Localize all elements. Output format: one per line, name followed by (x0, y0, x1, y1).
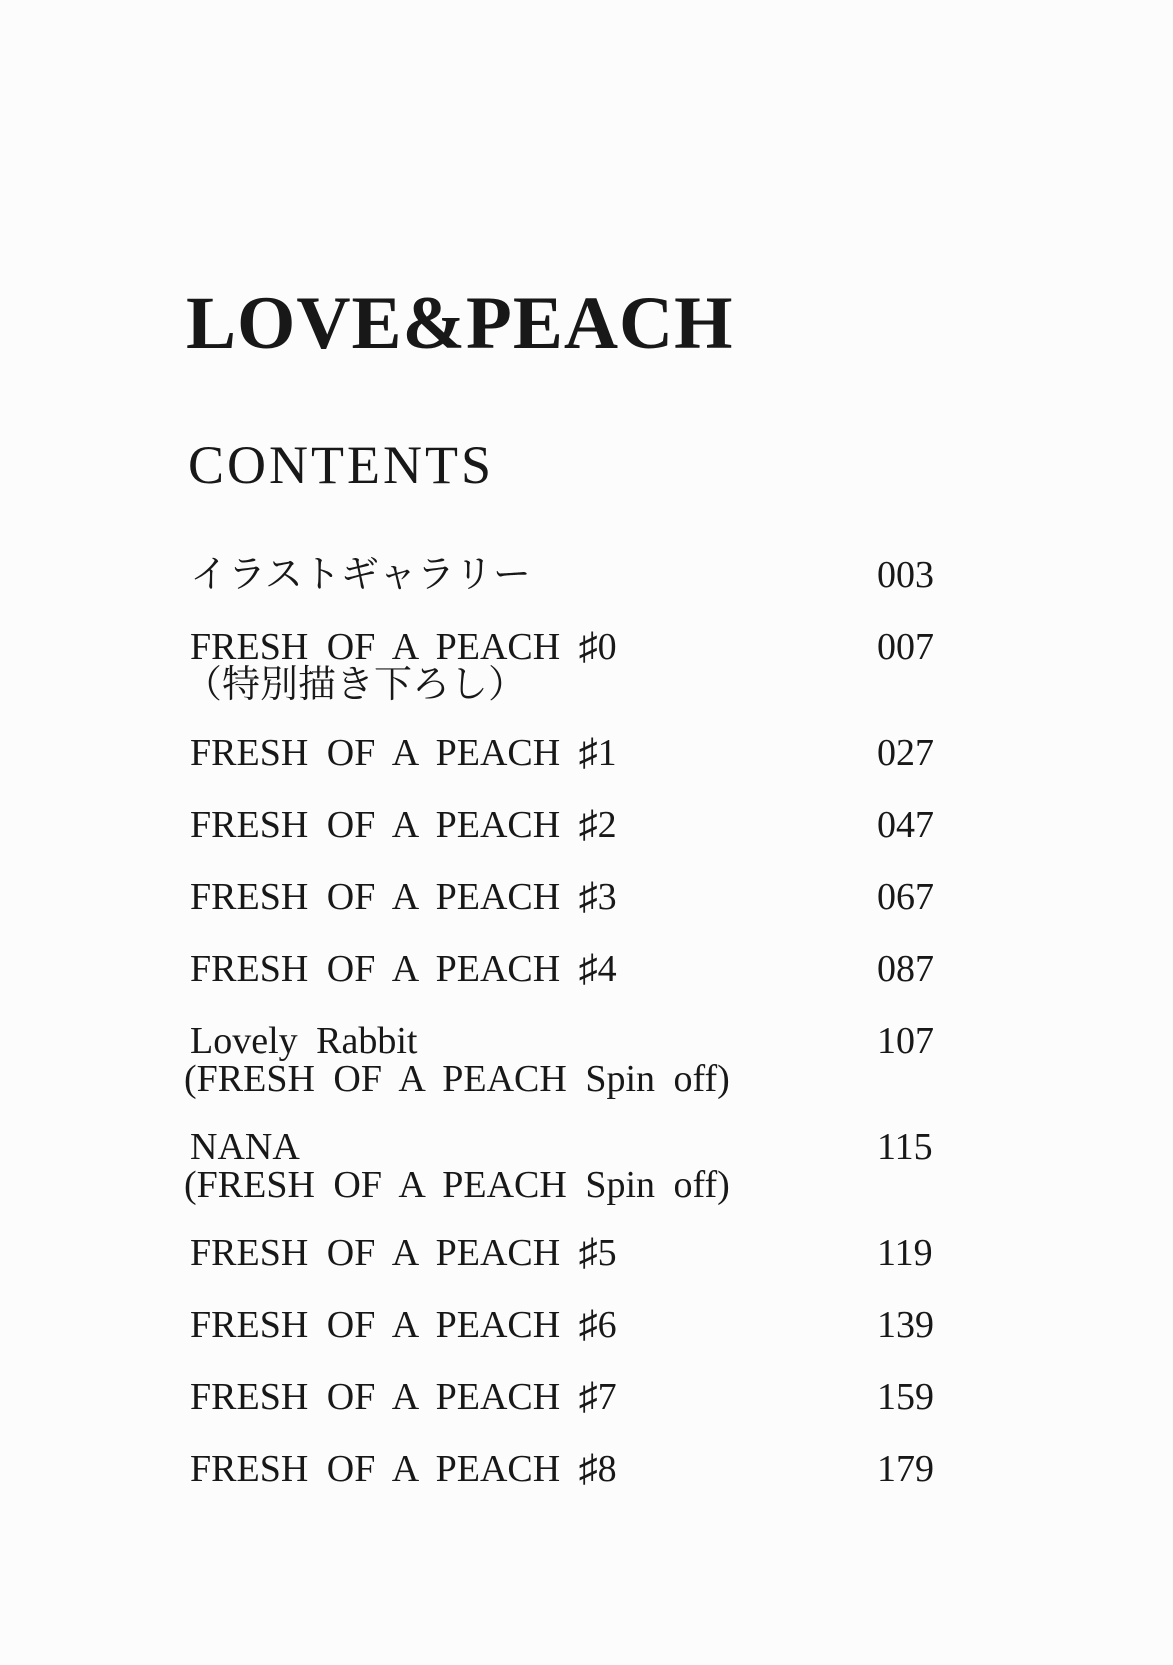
entry-title: NANA (190, 1126, 300, 1168)
toc-entry (184, 1020, 1130, 1100)
toc-entry (184, 1126, 1130, 1206)
entry-title: Lovely Rabbit (190, 1020, 418, 1062)
entry-title: FRESH OF A PEACH ♯7 (190, 1376, 617, 1418)
entry-page-number: 087 (877, 948, 934, 990)
table-of-contents (184, 554, 1130, 1522)
entry-page-number: 179 (877, 1448, 934, 1490)
entry-page-number: 139 (877, 1304, 934, 1346)
entry-page-number: 067 (877, 876, 934, 918)
entry-title: FRESH OF A PEACH ♯4 (190, 948, 617, 990)
entry-page-number: 027 (877, 732, 934, 774)
entry-title: FRESH OF A PEACH ♯0 (190, 626, 617, 668)
toc-entry (190, 1378, 1130, 1416)
toc-entry (190, 878, 1130, 916)
entry-title: FRESH OF A PEACH ♯6 (190, 1304, 617, 1346)
entry-page-number: 007 (877, 626, 934, 668)
entry-page-number: 003 (877, 554, 934, 596)
toc-entry (190, 950, 1130, 988)
toc-entry (190, 1306, 1130, 1344)
entry-page-number: 159 (877, 1376, 934, 1418)
contents-heading: CONTENTS (188, 435, 494, 495)
entry-subtitle: (FRESH OF A PEACH Spin off) (184, 1164, 730, 1206)
entry-title: FRESH OF A PEACH ♯3 (190, 876, 617, 918)
toc-entry (184, 626, 1130, 706)
entry-title: FRESH OF A PEACH ♯5 (190, 1232, 617, 1274)
entry-page-number: 047 (877, 804, 934, 846)
entry-subtitle: (FRESH OF A PEACH Spin off) (184, 1058, 730, 1100)
entry-title: FRESH OF A PEACH ♯1 (190, 732, 617, 774)
entry-title: イラストギャラリー (190, 554, 531, 596)
entry-title: FRESH OF A PEACH ♯2 (190, 804, 617, 846)
entry-page-number: 107 (877, 1020, 934, 1062)
toc-entry (190, 1234, 1130, 1272)
entry-subtitle: （特別描き下ろし） (184, 664, 527, 706)
toc-entry (190, 734, 1130, 772)
toc-entry (190, 1450, 1130, 1488)
entry-page-number: 115 (877, 1126, 933, 1168)
entry-page-number: 119 (877, 1232, 933, 1274)
toc-entry (190, 806, 1130, 844)
toc-entry (190, 556, 1130, 594)
entry-title: FRESH OF A PEACH ♯8 (190, 1448, 617, 1490)
book-title: LOVE&PEACH (186, 282, 734, 365)
